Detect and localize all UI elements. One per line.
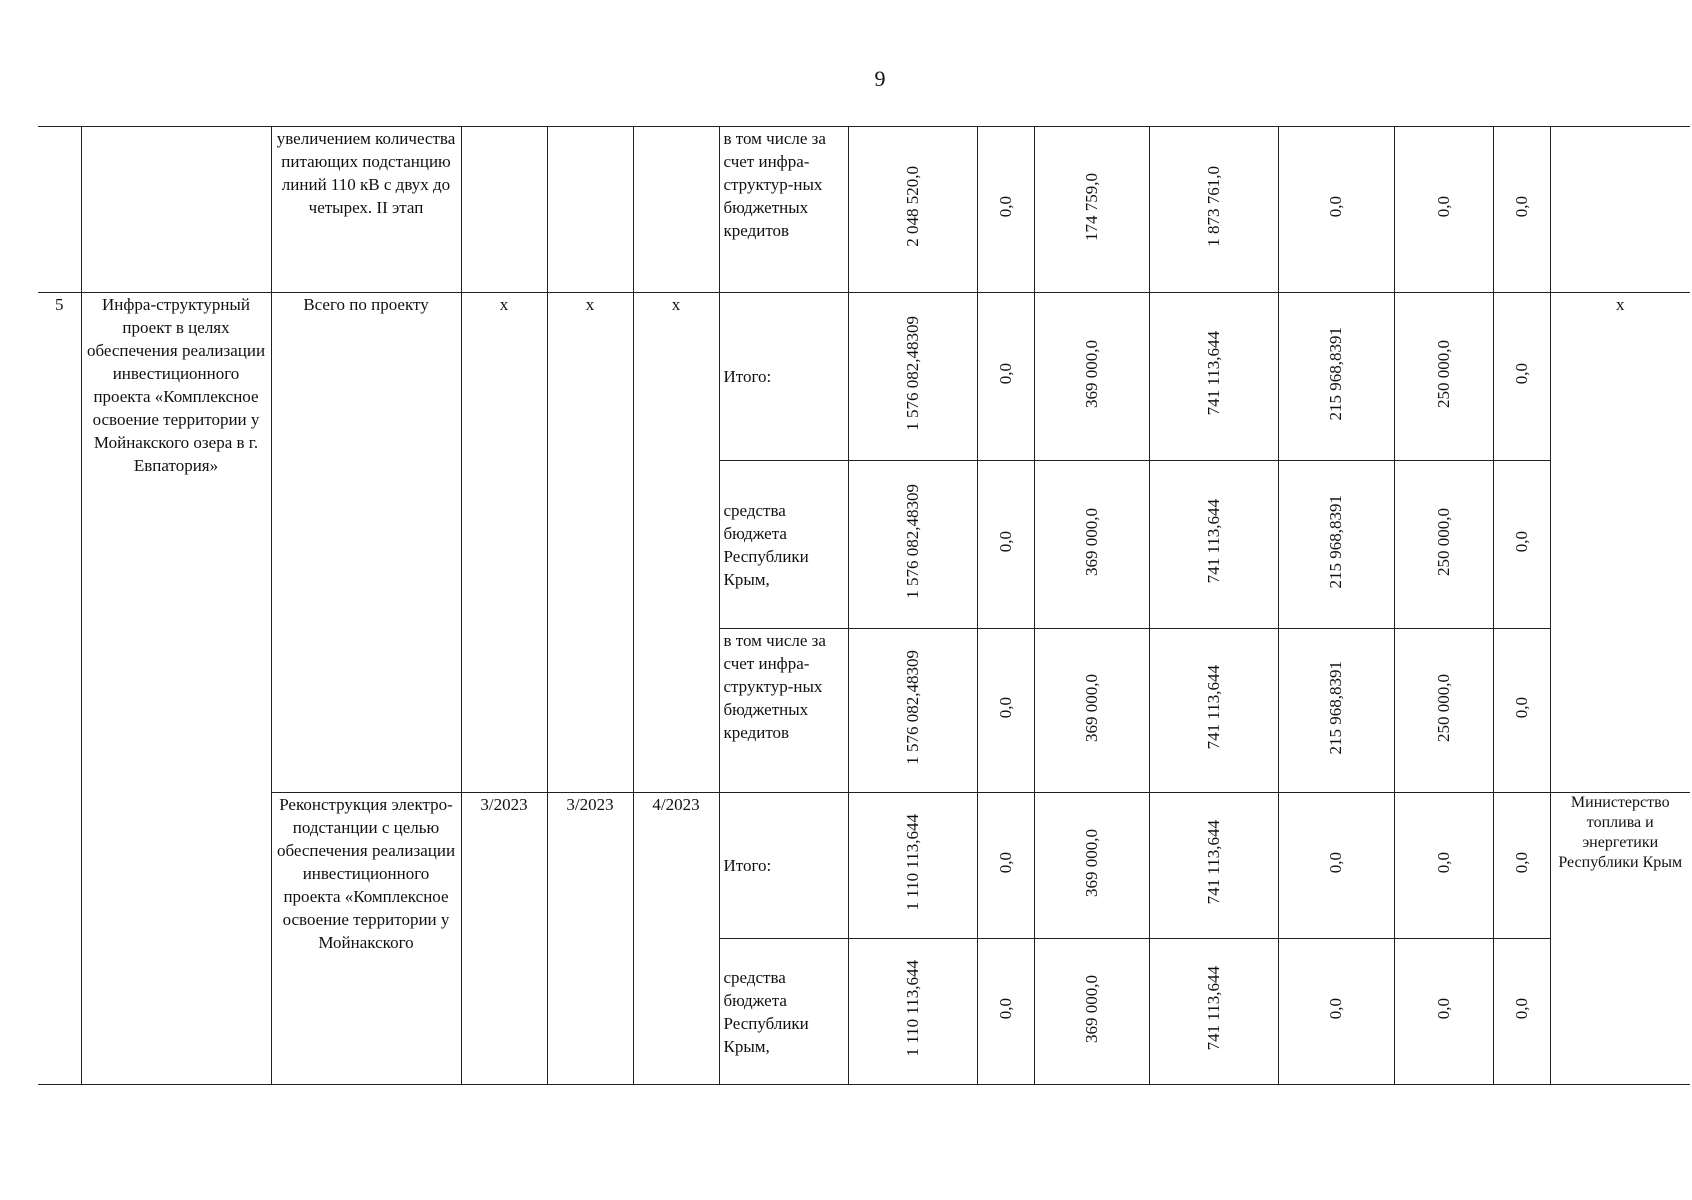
value-cell: [977, 461, 1034, 629]
responsible-ministry: Министерство топлива и энергетики Республики Крым: [1550, 793, 1690, 1085]
value-cell: [1394, 793, 1493, 939]
value-cell: [848, 293, 977, 461]
source-label: в том числе за счет инфра-структур-ных бюджетных кредитов: [719, 629, 848, 793]
value-cell: [1278, 293, 1394, 461]
value-cell: [1034, 629, 1149, 793]
value-cell: [1034, 293, 1149, 461]
value-text: 0,0: [995, 851, 1015, 874]
value-cell: [1493, 629, 1550, 793]
value-cell: [1034, 793, 1149, 939]
value-cell: [1149, 127, 1278, 293]
x-mark-1: х: [461, 293, 547, 793]
value-text: 0,0: [1433, 851, 1453, 874]
value-cell: [977, 793, 1034, 939]
value-cell: [848, 939, 977, 1085]
carry-name-cell: [81, 127, 271, 293]
value-text: 0,0: [1433, 195, 1453, 218]
subobject-name: Реконструкция электро-подстанции с целью обеспечения реализации инвестиционного проекта «Комплексное освоение территории у Мойнакского: [271, 793, 461, 1085]
value-text: 0,0: [1511, 696, 1531, 719]
item-number: 5: [38, 293, 81, 1085]
carry-date-cell-3: [633, 127, 719, 293]
item-name: Инфра-структурный проект в целях обеспечения реализации инвестиционного проекта «Комплексное освоение территории у Мойнакского озера в г. Евпатория»: [81, 293, 271, 1085]
value-cell: [1394, 293, 1493, 461]
value-text: 369 000,0: [1081, 828, 1101, 897]
value-cell: [1034, 939, 1149, 1085]
value-text: 0,0: [1326, 997, 1345, 1020]
value-text: 369 000,0: [1081, 673, 1101, 742]
value-text: 0,0: [995, 997, 1015, 1020]
page-number: 9: [874, 66, 886, 91]
value-text: 369 000,0: [1081, 339, 1101, 408]
value-text: 2 048 520,0: [902, 166, 922, 247]
value-cell: [977, 127, 1034, 293]
value-cell: [1278, 461, 1394, 629]
value-cell: [848, 793, 977, 939]
value-cell: [1278, 629, 1394, 793]
total-label: Всего по проекту: [271, 293, 461, 793]
item5-total-row: [38, 293, 1690, 461]
value-text: 0,0: [995, 195, 1015, 218]
value-cell: [1149, 293, 1278, 461]
value-text: 1 576 082,48309: [902, 316, 922, 431]
source-label: средства бюджета Республики Крым,: [719, 461, 848, 629]
carry-date-cell-1: [461, 127, 547, 293]
value-text: 250 000,0: [1433, 507, 1453, 576]
value-text: 369 000,0: [1081, 974, 1101, 1043]
value-cell: [977, 939, 1034, 1085]
value-text: 741 113,644: [1203, 665, 1223, 750]
value-text: 1 110 113,644: [902, 814, 922, 911]
value-cell: [1493, 293, 1550, 461]
value-text: 1 873 761,0: [1203, 166, 1223, 247]
value-text: 1 110 113,644: [902, 960, 922, 1057]
value-text: 215 968,8391: [1326, 494, 1345, 589]
value-text: 250 000,0: [1433, 339, 1453, 408]
value-cell: [1394, 127, 1493, 293]
value-text: 0,0: [1511, 851, 1531, 874]
responsible-total: х: [1550, 293, 1690, 793]
carry-responsible-cell: [1550, 127, 1690, 293]
value-text: 1 576 082,48309: [902, 484, 922, 599]
value-text: 369 000,0: [1081, 507, 1101, 576]
subobject-total-row: [38, 793, 1690, 939]
carry-date-cell-2: [547, 127, 633, 293]
value-text: 215 968,8391: [1326, 326, 1345, 421]
value-cell: [1278, 793, 1394, 939]
value-text: 741 113,644: [1203, 499, 1223, 584]
value-cell: [1394, 939, 1493, 1085]
value-cell: [1493, 793, 1550, 939]
value-cell: [1149, 939, 1278, 1085]
value-text: 174 759,0: [1081, 172, 1101, 241]
value-cell: [977, 293, 1034, 461]
value-text: 0,0: [995, 362, 1015, 385]
value-cell: [848, 629, 977, 793]
carry-object-cell: увеличением количества питающих подстанцию линий 110 кВ с двух до четырех. II этап: [271, 127, 461, 293]
value-text: 0,0: [1433, 997, 1453, 1020]
value-text: 741 113,644: [1203, 331, 1223, 416]
source-label: Итого:: [719, 793, 848, 939]
value-cell: [1149, 629, 1278, 793]
value-text: 0,0: [1326, 851, 1345, 874]
value-cell: [848, 461, 977, 629]
subobject-date-2: 3/2023: [547, 793, 633, 1085]
value-text: 0,0: [995, 530, 1015, 553]
value-text: 0,0: [1511, 530, 1531, 553]
value-text: 0,0: [995, 696, 1015, 719]
value-cell: [1278, 127, 1394, 293]
value-cell: [1493, 939, 1550, 1085]
value-cell: [1149, 793, 1278, 939]
value-text: 0,0: [1326, 195, 1345, 218]
source-label: Итого:: [719, 293, 848, 461]
value-cell: [848, 127, 977, 293]
x-mark-2: х: [547, 293, 633, 793]
value-cell: [1034, 127, 1149, 293]
value-text: 215 968,8391: [1326, 660, 1345, 755]
value-cell: [1493, 461, 1550, 629]
value-cell: [1394, 461, 1493, 629]
value-text: 741 113,644: [1203, 966, 1223, 1051]
value-text: 1 576 082,48309: [902, 650, 922, 765]
value-cell: [1034, 461, 1149, 629]
value-text: 0,0: [1511, 997, 1531, 1020]
value-cell: [1493, 127, 1550, 293]
carry-source-cell: в том числе за счет инфра-структур-ных бюджетных кредитов: [719, 127, 848, 293]
subobject-date-1: 3/2023: [461, 793, 547, 1085]
x-mark-3: х: [633, 293, 719, 793]
value-cell: [1278, 939, 1394, 1085]
value-text: 741 113,644: [1203, 820, 1223, 905]
value-cell: [1394, 629, 1493, 793]
value-text: 0,0: [1511, 362, 1531, 385]
source-label: средства бюджета Республики Крым,: [719, 939, 848, 1085]
subobject-date-3: 4/2023: [633, 793, 719, 1085]
value-text: 0,0: [1511, 195, 1531, 218]
carry-over-row: [38, 127, 1690, 293]
value-text: 250 000,0: [1433, 673, 1453, 742]
value-cell: [1149, 461, 1278, 629]
value-cell: [977, 629, 1034, 793]
investment-table: [38, 126, 1690, 1085]
carry-number-cell: [38, 127, 81, 293]
